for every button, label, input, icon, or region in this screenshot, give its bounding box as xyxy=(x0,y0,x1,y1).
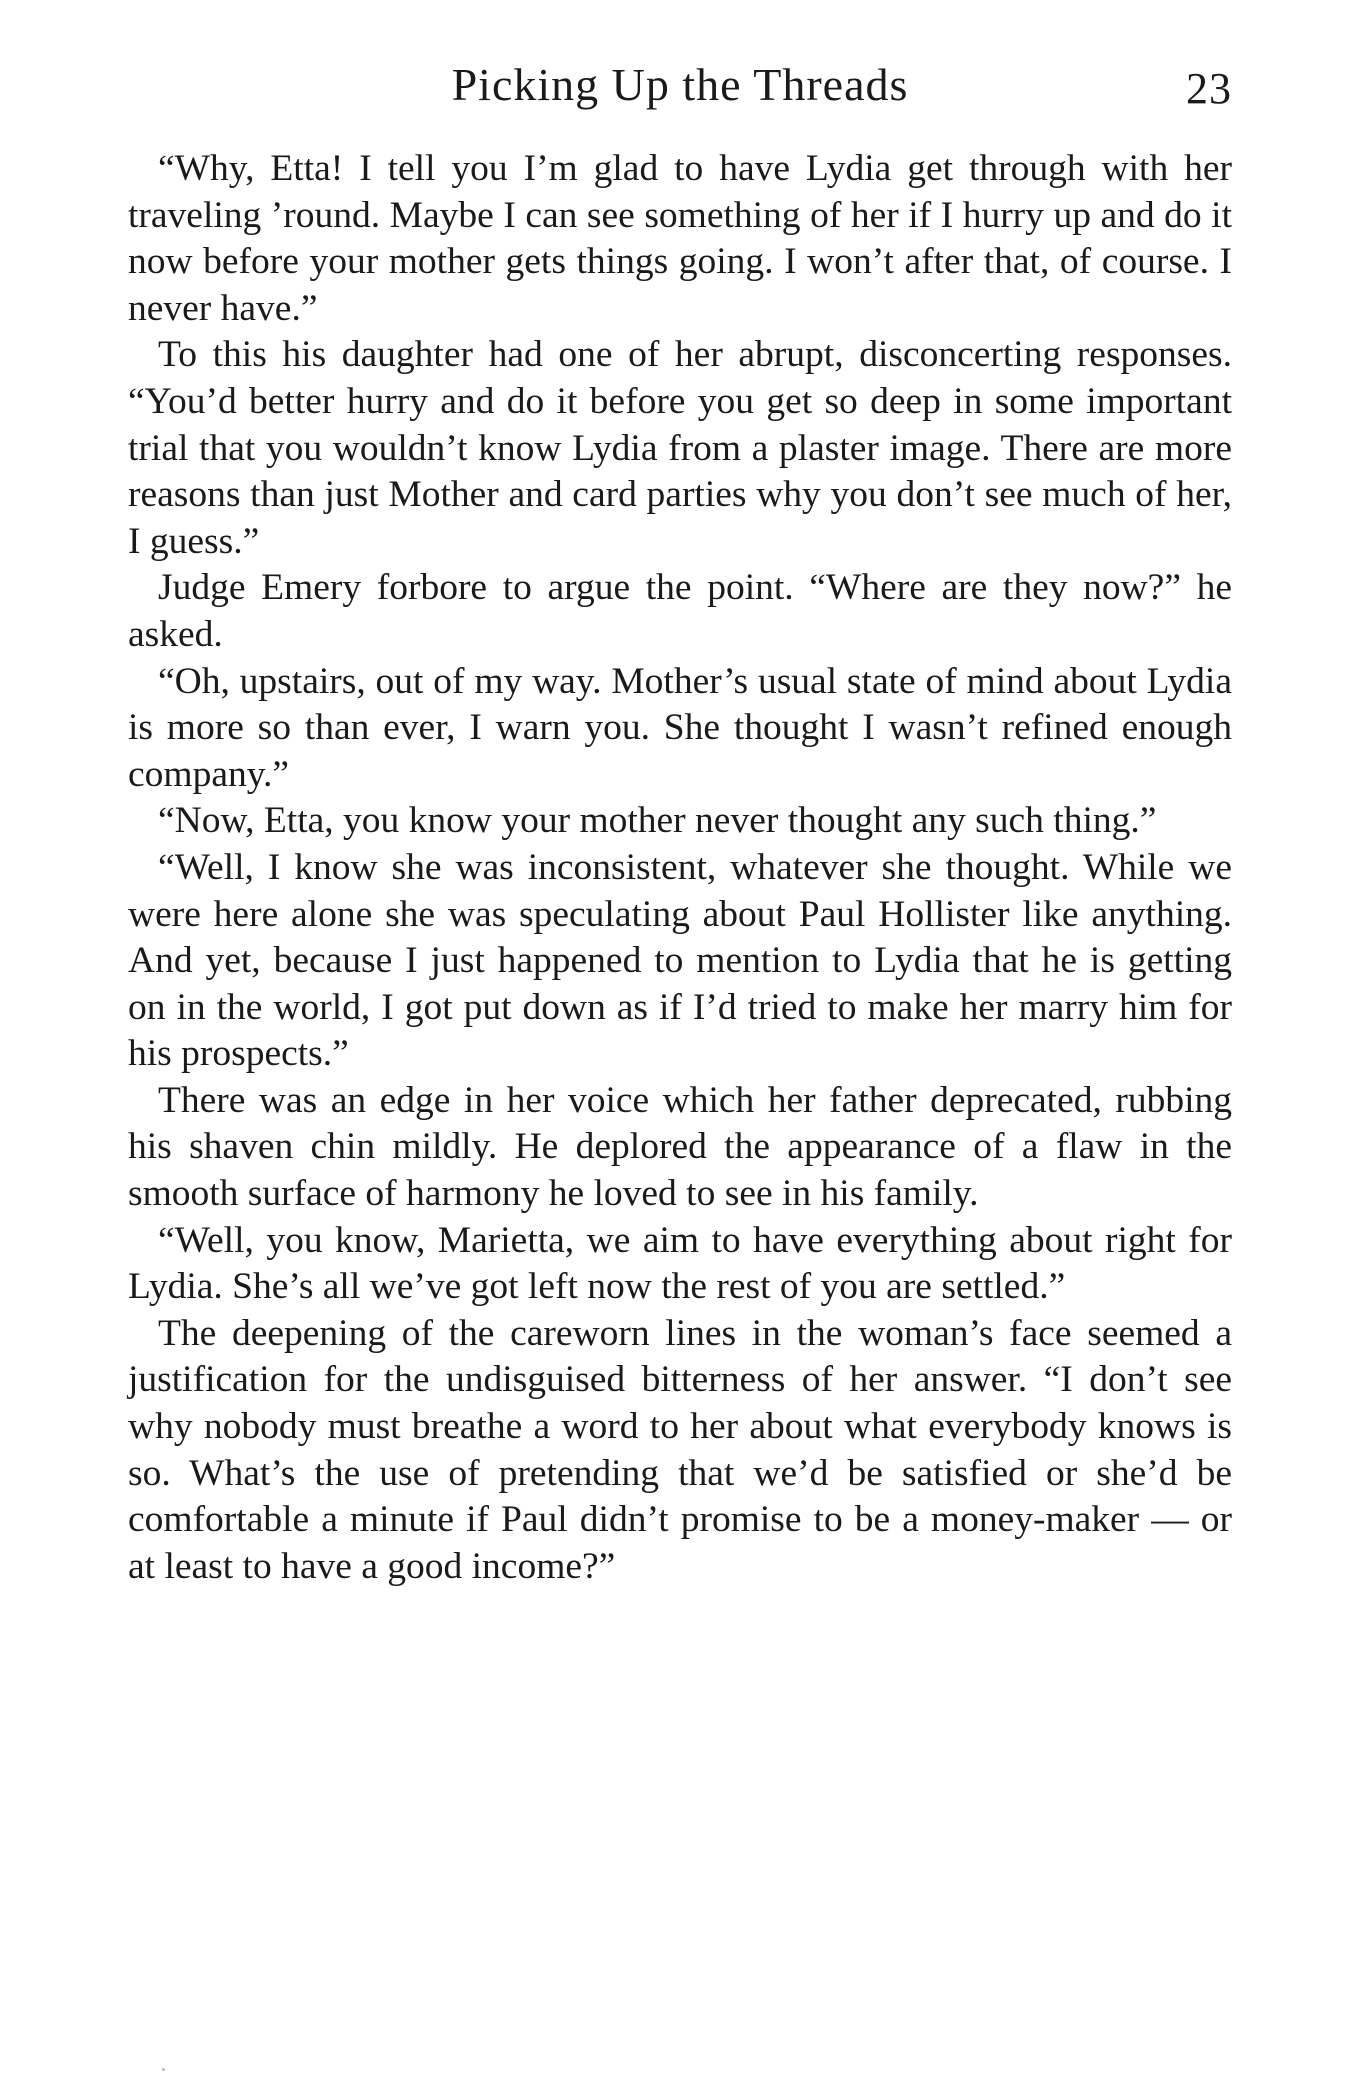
body-text xyxy=(128,146,1232,1590)
paragraph xyxy=(128,565,1232,658)
paragraph-text: There was an edge in her voice which her father deprecated, rubbing his shaven chin mildly. He deplored the appearance of a flaw in the smooth surface of harmony he loved to see in his family. xyxy=(128,1079,1232,1215)
paragraph xyxy=(128,798,1232,845)
running-title: Picking Up the Threads xyxy=(451,59,909,110)
paragraph-text: The deepening of the careworn lines in the woman’s face seemed a justification for the undisguised bitterness of her answer. “I don’t see why nobody must breathe a word to her about what everybody knows is so. What’s the use of pretending that we’d be satisfied or she’d be comfortable a minute if Paul didn’t promise to be a money-maker — or at least to have a good income?” xyxy=(128,1312,1232,1587)
paragraph xyxy=(128,332,1232,565)
page-number: 23 xyxy=(1186,64,1232,113)
paragraph-text: “Well, you know, Marietta, we aim to have everything about right for Lydia. She’s all we’ve got left now the rest of you are settled.” xyxy=(128,1219,1232,1308)
paragraph-text: “Why, Etta! I tell you I’m glad to have Lydia get through with her traveling ’round. Maybe I can see something of her if I hurry up and do it now before your mother gets things going. I won’t after that, of course. I never have.” xyxy=(128,148,1232,329)
paragraph xyxy=(128,1078,1232,1218)
paragraph-text: “Now, Etta, you know your mother never thought any such thing.” xyxy=(158,800,1157,842)
paragraph-text: “Oh, upstairs, out of my way. Mother’s usual state of mind about Lydia is more so than ever, I warn you. She thought I wasn’t refined enough company.” xyxy=(128,660,1232,795)
paragraph xyxy=(128,146,1232,332)
paragraph-text: To this his daughter had one of her abrupt, disconcerting responses. “You’d better hurry and do it before you get so deep in some important trial that you wouldn’t know Lydia from a plaster image. There are more reasons than just Mother and card parties why you don’t see much of her, I guess.” xyxy=(128,334,1232,562)
paragraph xyxy=(128,845,1232,1078)
running-head xyxy=(128,50,1232,120)
paragraph xyxy=(128,1311,1232,1591)
paragraph-text: Judge Emery forbore to argue the point. “Where are they now?” he asked. xyxy=(128,567,1232,655)
paragraph xyxy=(128,659,1232,799)
paragraph xyxy=(128,1218,1232,1311)
paper-speck xyxy=(162,2068,165,2071)
paragraph-text: “Well, I know she was inconsistent, whatever she thought. While we were here alone she was speculating about Paul Hollister like anything. And yet, because I just happened to mention to Lydia that he is getting on in the world, I got put down as if I’d tried to make her marry him for his prospects.” xyxy=(128,846,1232,1075)
